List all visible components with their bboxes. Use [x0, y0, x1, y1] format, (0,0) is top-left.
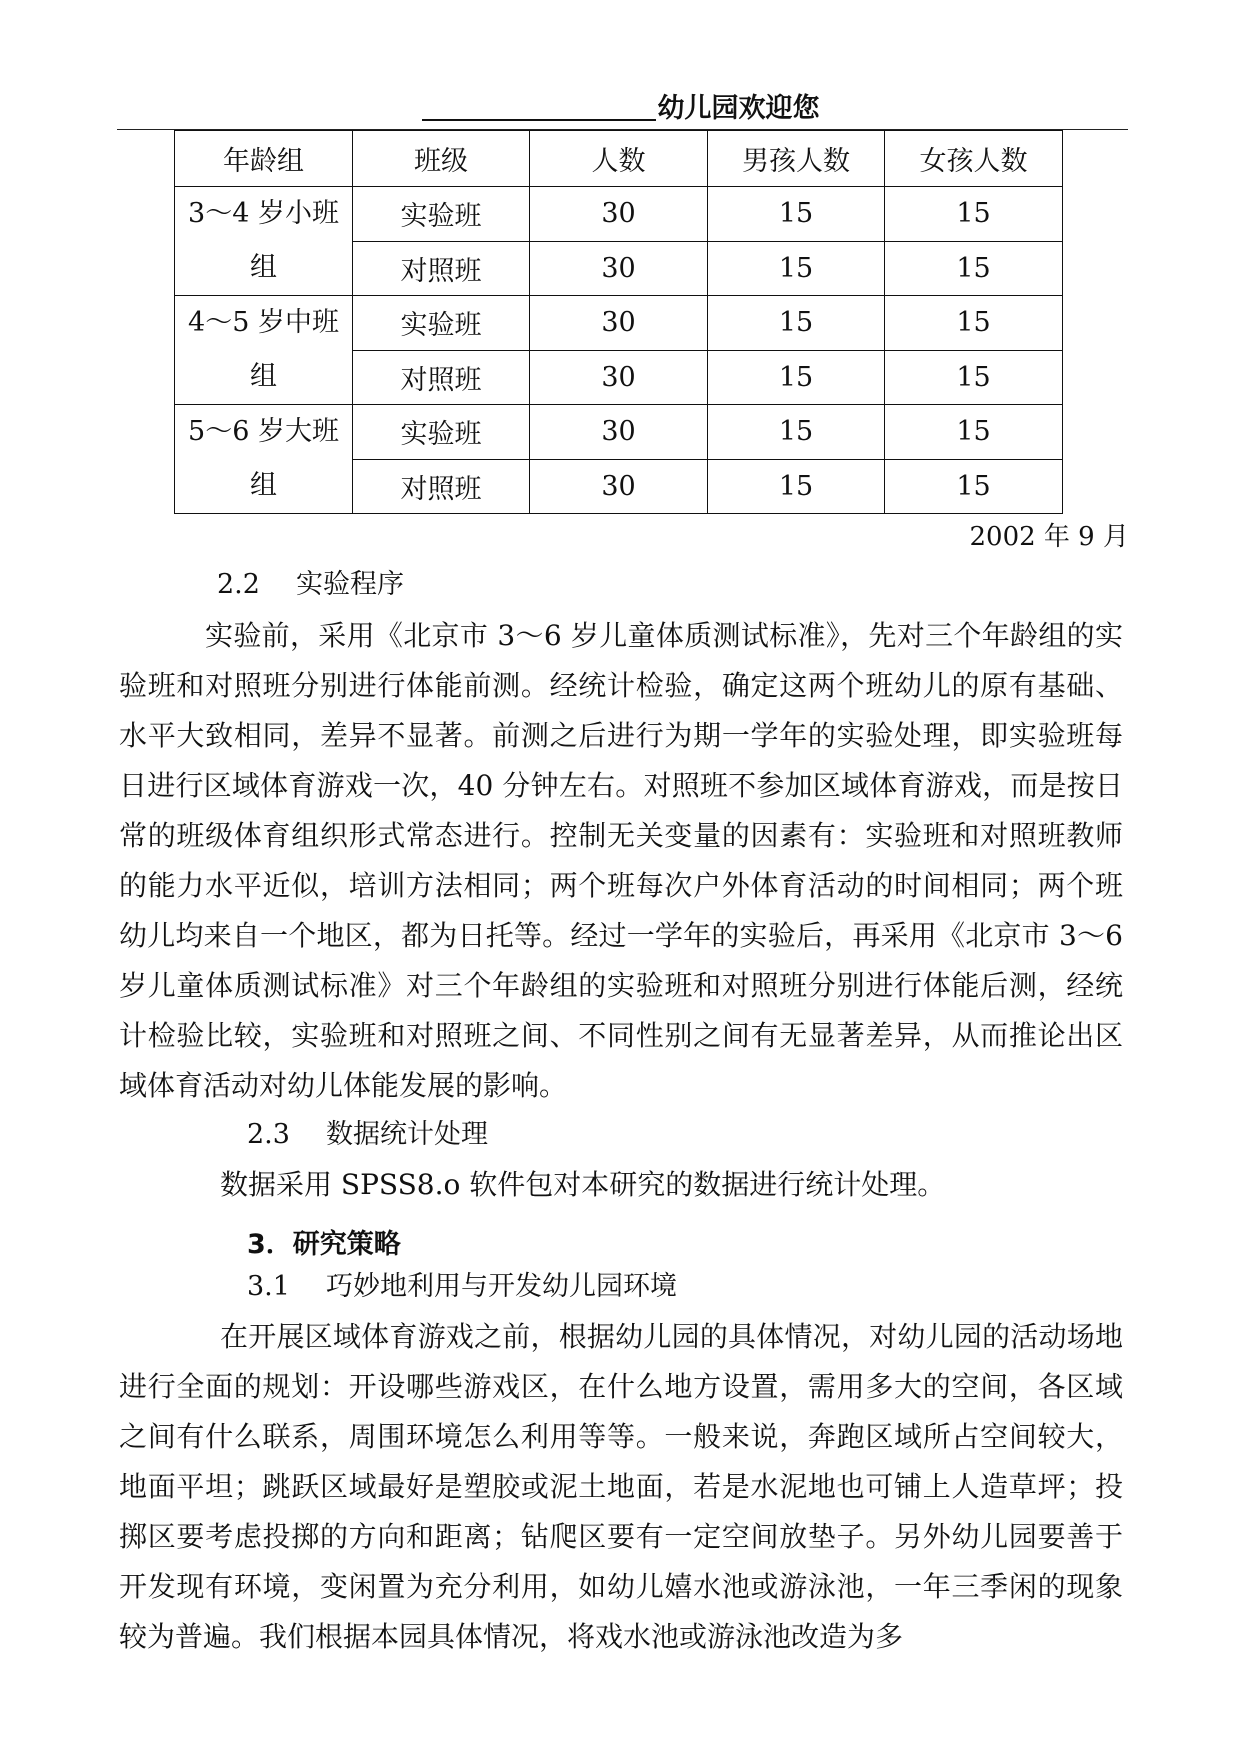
paragraph-2-3: 数据采用 SPSS8.o 软件包对本研究的数据进行统计处理。 — [220, 1168, 946, 1201]
section-heading-3: 3．研究策略 — [247, 1229, 401, 1260]
class-cell: 实验班 — [353, 405, 530, 460]
table-row — [175, 187, 1063, 242]
header-blank-line — [422, 93, 656, 121]
col-header: 男孩人数 — [708, 131, 885, 187]
total-cell: 30 — [530, 241, 708, 296]
age-group-cell: 5～6 岁大班 组 — [175, 405, 353, 514]
table-row — [175, 405, 1063, 460]
total-cell: 30 — [530, 405, 708, 460]
class-cell: 对照班 — [353, 350, 530, 405]
girls-cell: 15 — [885, 350, 1063, 405]
table-row — [175, 296, 1063, 351]
boys-cell: 15 — [708, 405, 885, 460]
girls-cell: 15 — [885, 187, 1063, 242]
col-header: 女孩人数 — [885, 131, 1063, 187]
page-header — [0, 86, 1241, 126]
boys-cell: 15 — [708, 459, 885, 514]
total-cell: 30 — [530, 187, 708, 242]
girls-cell: 15 — [885, 296, 1063, 351]
col-header: 年龄组 — [175, 131, 353, 187]
col-header: 班级 — [353, 131, 530, 187]
class-cell: 实验班 — [353, 187, 530, 242]
class-cell: 实验班 — [353, 296, 530, 351]
class-cell: 对照班 — [353, 459, 530, 514]
table-date: 2002 年 9 月 — [969, 522, 1129, 552]
boys-cell: 15 — [708, 187, 885, 242]
girls-cell: 15 — [885, 405, 1063, 460]
boys-cell: 15 — [708, 241, 885, 296]
boys-cell: 15 — [708, 350, 885, 405]
girls-cell: 15 — [885, 459, 1063, 514]
total-cell: 30 — [530, 459, 708, 514]
age-group-cell: 4～5 岁中班 组 — [175, 296, 353, 405]
section-heading-3-1: 3.1 巧妙地利用与开发幼儿园环境 — [247, 1271, 677, 1302]
boys-cell: 15 — [708, 296, 885, 351]
section-heading-2-3: 2.3 数据统计处理 — [247, 1119, 488, 1150]
age-group-cell: 3～4 岁小班 组 — [175, 187, 353, 296]
girls-cell: 15 — [885, 241, 1063, 296]
table-header-row — [175, 131, 1063, 187]
paragraph-3-1: 在开展区域体育游戏之前，根据幼儿园的具体情况，对幼儿园的活动场地进行全面的规划：开设哪些游戏区，在什么地方设置，需用多大的空间，各区域之间有什么联系，周围环境怎么利用等等。一般来说，奔跑区域所占空间较大，地面平坦；跳跃区域最好是塑胶或泥土地面，若是水泥地也可铺上人造草坪；投掷区要考虑投掷的方向和距离；钻爬区要有一定空间放垫子。另外幼儿园要善于开发现有环境，变闲置为充分利用，如幼儿嬉水池或游泳池，一年三季闲的现象较为普遍。我们根据本园具体情况，将戏水池或游泳池改造为多 — [119, 1320, 1123, 1653]
total-cell: 30 — [530, 296, 708, 351]
col-header: 人数 — [530, 131, 708, 187]
section-heading-2-2: 2.2 实验程序 — [217, 569, 404, 600]
class-table — [174, 130, 1063, 514]
total-cell: 30 — [530, 350, 708, 405]
paragraph-2-2: 实验前，采用《北京市 3～6 岁儿童体质测试标准》，先对三个年龄组的实验班和对照班分别进行体能前测。经统计检验，确定这两个班幼儿的原有基础、水平大致相同，差异不显著。前测之后进行为期一学年的实验处理，即实验班每日进行区域体育游戏一次，40 分钟左右。对照班不参加区域体育游戏，而是按日常的班级体育组织形式常态进行。控制无关变量的因素有：实验班和对照班教师的能力水平近似，培训方法相同；两个班每次户外体育活动的时间相同；两个班幼儿均来自一个地区，都为日托等。经过一学年的实验后，再采用《北京市 3～6 岁儿童体质测试标准》对三个年龄组的实验班和对照班分别进行体能后测，经统计检验比较，实验班和对照班之间、不同性别之间有无显著差异，从而推论出区域体育活动对幼儿体能发展的影响。 — [119, 619, 1123, 1102]
header-title: 幼儿园欢迎您 — [657, 93, 820, 124]
class-cell: 对照班 — [353, 241, 530, 296]
